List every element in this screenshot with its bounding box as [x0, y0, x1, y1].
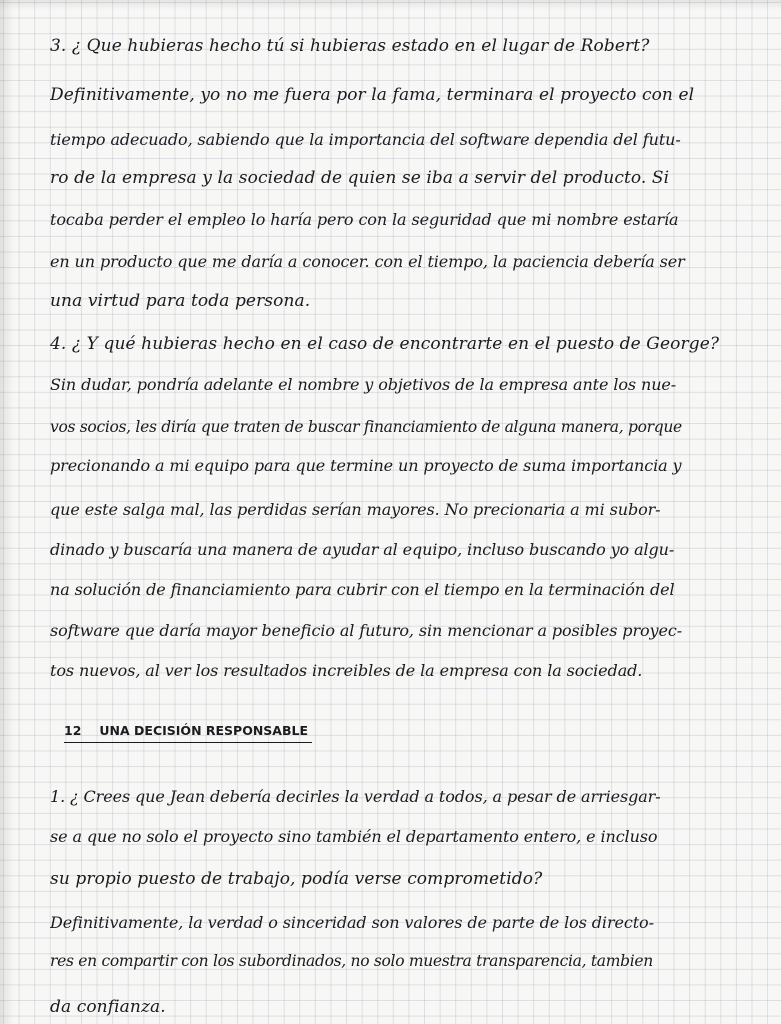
section-underline — [64, 742, 312, 743]
answer-4-line: que este salga mal, las perdidas serían mayores. No precionaria a mi subor- — [50, 500, 661, 519]
page-shadow-top — [0, 0, 781, 10]
question-4-line: 4. ¿ Y qué hubieras hecho en el caso de encontrarte en el puesto de George? — [50, 334, 720, 354]
section-heading — [64, 716, 308, 746]
answer-3-line: una virtud para toda persona. — [50, 291, 311, 311]
answer-4-line: vos socios, les diría que traten de buscar financiamiento de alguna manera, porque — [50, 418, 682, 436]
answer-4-line: na solución de financiamiento para cubrir con el tiempo en la terminación del — [50, 580, 675, 599]
question-1-line: se a que no solo el proyecto sino también el departamento entero, e incluso — [50, 827, 658, 846]
answer-3-line: tiempo adecuado, sabiendo que la importancia del software dependia del futu- — [50, 130, 681, 149]
answer-4-line: tos nuevos, al ver los resultados increibles de la empresa con la sociedad. — [50, 661, 643, 680]
answer-3-line: tocaba perder el empleo lo haría pero con la seguridad que mi nombre estaría — [50, 210, 679, 229]
question-1-line: 1. ¿ Crees que Jean debería decirles la verdad a todos, a pesar de arriesgar- — [50, 787, 661, 806]
question-1-line: su propio puesto de trabajo, podía verse comprometido? — [50, 869, 543, 889]
section-title: UNA DECISIÓN RESPONSABLE — [99, 723, 308, 738]
answer-3-line: en un producto que me daría a conocer. con el tiempo, la paciencia debería ser — [50, 252, 685, 271]
answer-4-line: software que daría mayor beneficio al futuro, sin mencionar a posibles proyec- — [50, 621, 683, 640]
section-number: 12 — [64, 723, 82, 738]
answer-3-line: Definitivamente, yo no me fuera por la fama, terminara el proyecto con el — [50, 85, 695, 105]
answer-1-line: Definitivamente, la verdad o sinceridad son valores de parte de los directo- — [50, 913, 654, 932]
answer-4-line: dinado y buscaría una manera de ayudar al equipo, incluso buscando yo algu- — [50, 540, 675, 559]
answer-3-line: ro de la empresa y la sociedad de quien se iba a servir del producto. Si — [50, 168, 670, 188]
answer-4-line: precionando a mi equipo para que termine un proyecto de suma importancia y — [50, 456, 682, 475]
answer-4-line: Sin dudar, pondría adelante el nombre y objetivos de la empresa ante los nue- — [50, 375, 677, 394]
answer-1-line: da confianza. — [50, 997, 166, 1017]
question-3-line: 3. ¿ Que hubieras hecho tú si hubieras estado en el lugar de Robert? — [50, 36, 650, 56]
answer-1-line: res en compartir con los subordinados, no solo muestra transparencia, tambien — [50, 952, 653, 970]
page-shadow-left — [0, 0, 14, 1024]
